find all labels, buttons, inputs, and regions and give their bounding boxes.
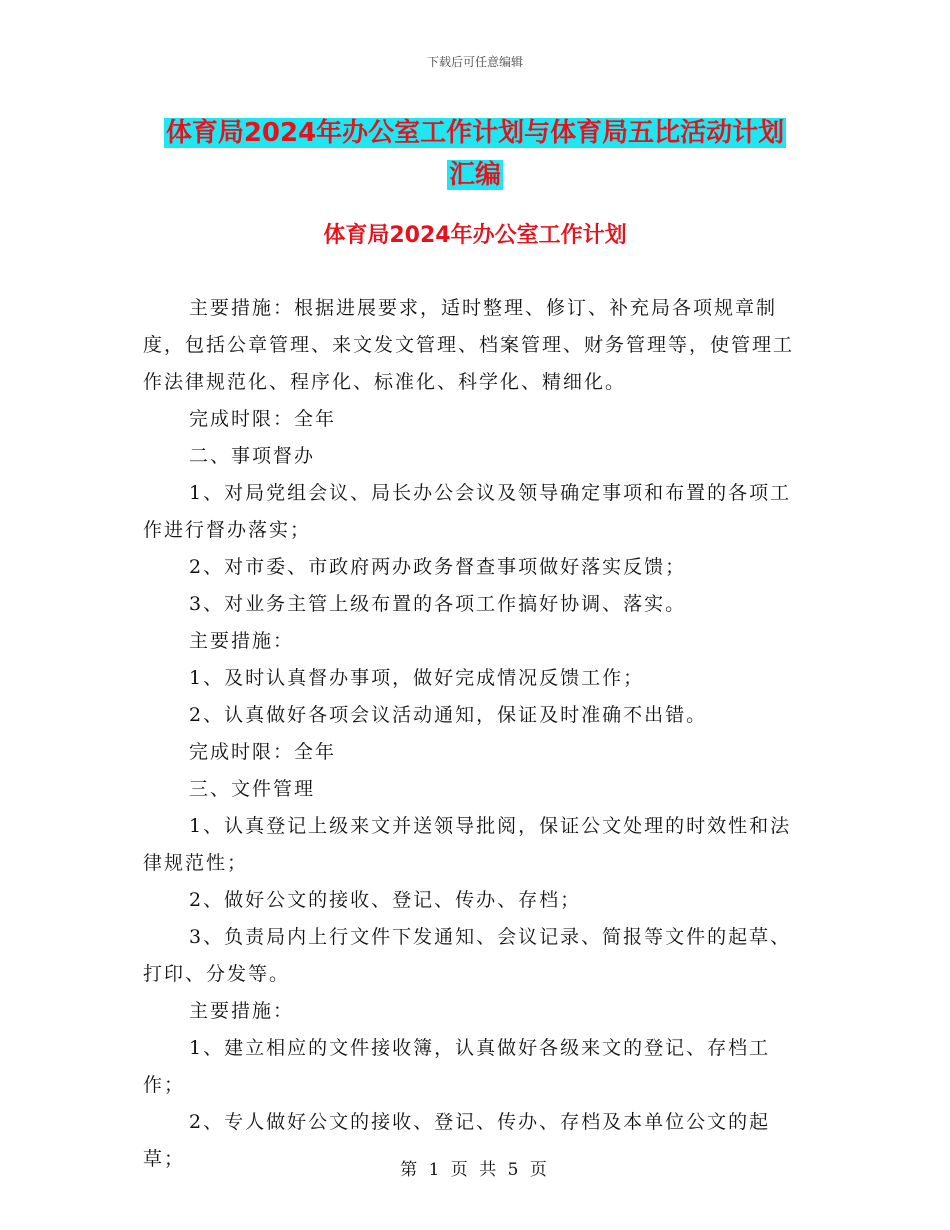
- document-title-line-2: [0, 152, 950, 198]
- paragraph: 3、负责局内上行文件下发通知、会议记录、简报等文件的起草、打印、分发等。: [143, 926, 792, 985]
- paragraph: 2、认真做好各项会议活动通知，保证及时准确不出错。: [189, 704, 708, 726]
- paragraph: 完成时限：全年: [189, 408, 337, 430]
- page-footer: 第 1 页 共 5 页: [400, 1160, 550, 1180]
- paragraph: 2、做好公文的接收、登记、传办、存档；: [189, 889, 582, 911]
- paragraph: 三、文件管理: [189, 778, 316, 800]
- paragraph: 主要措施：: [189, 630, 295, 652]
- paragraph: 1、及时认真督办事项，做好完成情况反馈工作；: [189, 667, 645, 689]
- paragraph: 二、事项督办: [189, 445, 316, 467]
- header-note: 下载后可任意编辑: [426, 55, 523, 69]
- document-body: [143, 290, 811, 1178]
- paragraph: 1、建立相应的文件接收簿，认真做好各级来文的登记、存档工作；: [143, 1037, 771, 1096]
- paragraph: 3、对业务主管上级布置的各项工作搞好协调、落实。: [189, 593, 687, 615]
- paragraph: 完成时限：全年: [189, 741, 337, 763]
- section-title: 体育局2024年办公室工作计划: [323, 223, 627, 248]
- document-title-text-1: 体育局2024年办公室工作计划与体育局五比活动计划: [165, 118, 785, 148]
- document-title-line-1: [0, 110, 950, 156]
- document-title-text-2: 汇编: [448, 160, 501, 190]
- paragraph: 1、对局党组会议、局长办公会议及领导确定事项和布置的各项工作进行督办落实；: [143, 482, 792, 541]
- paragraph: 2、专人做好公文的接收、登记、传办、存档及本单位公文的起草；: [143, 1111, 771, 1170]
- paragraph: 2、对市委、市政府两办政务督查事项做好落实反馈；: [189, 556, 687, 578]
- paragraph: 主要措施：: [189, 1000, 295, 1022]
- paragraph: 主要措施：根据进展要求，适时整理、修订、补充局各项规章制度，包括公章管理、来文发文管理、档案管理、财务管理等，使管理工作法律规范化、程序化、标准化、科学化、精细化。: [143, 297, 795, 393]
- paragraph: 1、认真登记上级来文并送领导批阅，保证公文处理的时效性和法律规范性；: [143, 815, 792, 874]
